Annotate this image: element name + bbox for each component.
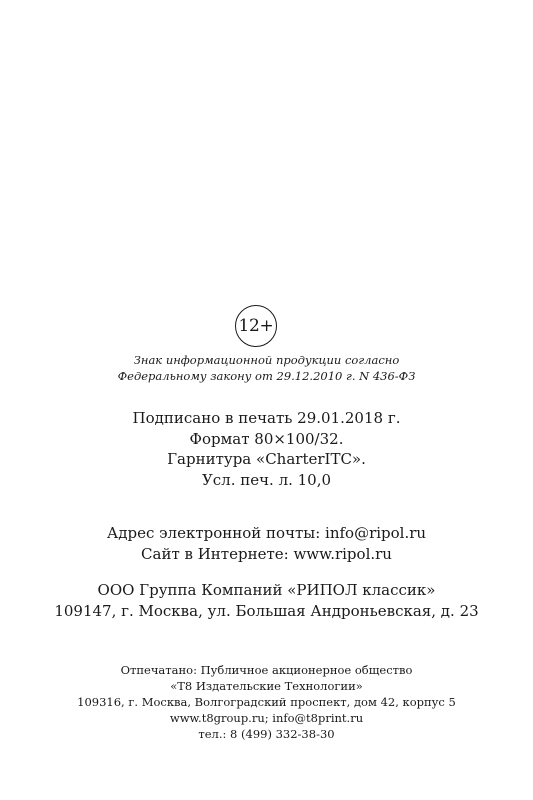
law-note [0,352,533,384]
law-note-line-2: Федеральному закону от 29.12.2010 г. N 436-ФЗ [117,369,416,383]
publisher-name: ООО Группа Компаний «РИПОЛ классик» [97,581,436,599]
email-line: Адрес электронной почты: info@ripol.ru [106,524,427,542]
age-rating-label: 12+ [238,316,274,336]
website-line: Сайт в Интернете: www.ripol.ru [141,544,392,563]
printer-line-2: «Т8 Издательские Технологии» [170,679,363,693]
printed-sheets: Усл. печ. л. 10,0 [201,470,332,489]
book-format: Формат 80×100/32. [189,429,344,448]
publisher-address: 109147, г. Москва, ул. Большая Андроньевская, д. 23 [54,601,479,620]
signed-date: Подписано в печать 29.01.2018 г. [132,409,401,427]
printer-phone: тел.: 8 (499) 332-38-30 [198,727,335,741]
contacts [0,523,533,564]
printer-info [0,662,533,742]
printer-address: 109316, г. Москва, Волгоградский проспект, дом 42, корпус 5 [77,695,456,709]
law-note-line-1: Знак информационной продукции согласно [133,353,400,367]
typeface: Гарнитура «CharterITC». [167,450,366,468]
publisher-info [0,580,533,621]
printer-web: www.t8group.ru; info@t8print.ru [169,711,364,725]
printer-line-1: Отпечатано: Публичное акционерное общество [120,663,413,677]
print-info [0,408,533,490]
age-rating-badge [235,305,277,347]
